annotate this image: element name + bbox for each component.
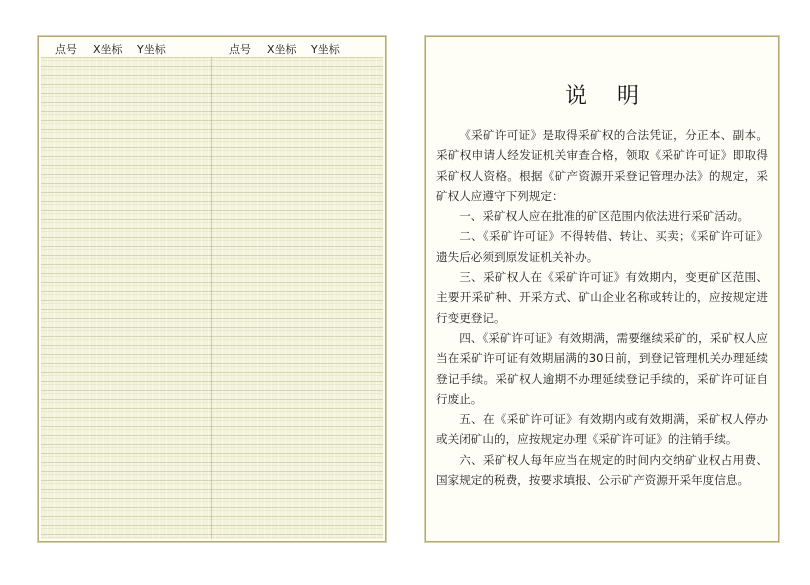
page-title: 说明: [564, 84, 669, 109]
instructions-body: [436, 125, 768, 490]
rule-paragraph: 一、采矿权人应在批准的矿区范围内依法进行采矿活动。: [459, 209, 750, 224]
rule-paragraph: 三、采矿权人在《采矿许可证》有效期内，变更矿区范围、主要开采矿种、开采方式、矿山企业名称或转让的，应按规定进行变更登记。: [436, 270, 768, 325]
column-divider: [211, 57, 212, 539]
rule-paragraph: 六、采矿权人每年应当在规定的时间内交纳矿业权占用费、国家规定的税费，按要求填报、公示矿产资源开采年度信息。: [436, 452, 768, 488]
y-coordinate-header: Y坐标: [311, 43, 340, 56]
rule-paragraph: 四、《采矿许可证》有效期满，需要继续采矿的，采矿权人应当在采矿许可证有效期届满的30日前，到登记管理机关办理延续登记手续。采矿权人逾期不办理延续登记手续的，采矿许可证自行废止。: [436, 330, 768, 406]
point-number-header: 点号: [55, 43, 77, 56]
x-coordinate-header: X坐标: [93, 43, 123, 56]
y-coordinate-header: Y坐标: [137, 43, 166, 56]
rule-paragraph: 五、在《采矿许可证》有效期内或有效期满，采矿权人停办或关闭矿山的，应按规定办理《采矿许可证》的注销手续。: [436, 412, 768, 447]
security-pattern-background: [41, 57, 383, 539]
x-coordinate-header: X坐标: [267, 43, 297, 56]
coordinates-page: [38, 36, 386, 542]
coordinate-table-header: [49, 41, 375, 57]
rule-paragraph: 二、《采矿许可证》不得转借、转让、买卖；《采矿许可证》遗失后必须到原发证机关补办。: [436, 229, 768, 264]
instructions-page: [425, 36, 779, 542]
point-number-header: 点号: [229, 43, 251, 56]
intro-paragraph: 《采矿许可证》是取得采矿权的合法凭证，分正本、副本。采矿权申请人经发证机关审查合格，领取《采矿许可证》即取得采矿权人资格。根据《矿产资源开采登记管理办法》的规定，采矿权人应遵守下列规定：: [436, 128, 768, 203]
